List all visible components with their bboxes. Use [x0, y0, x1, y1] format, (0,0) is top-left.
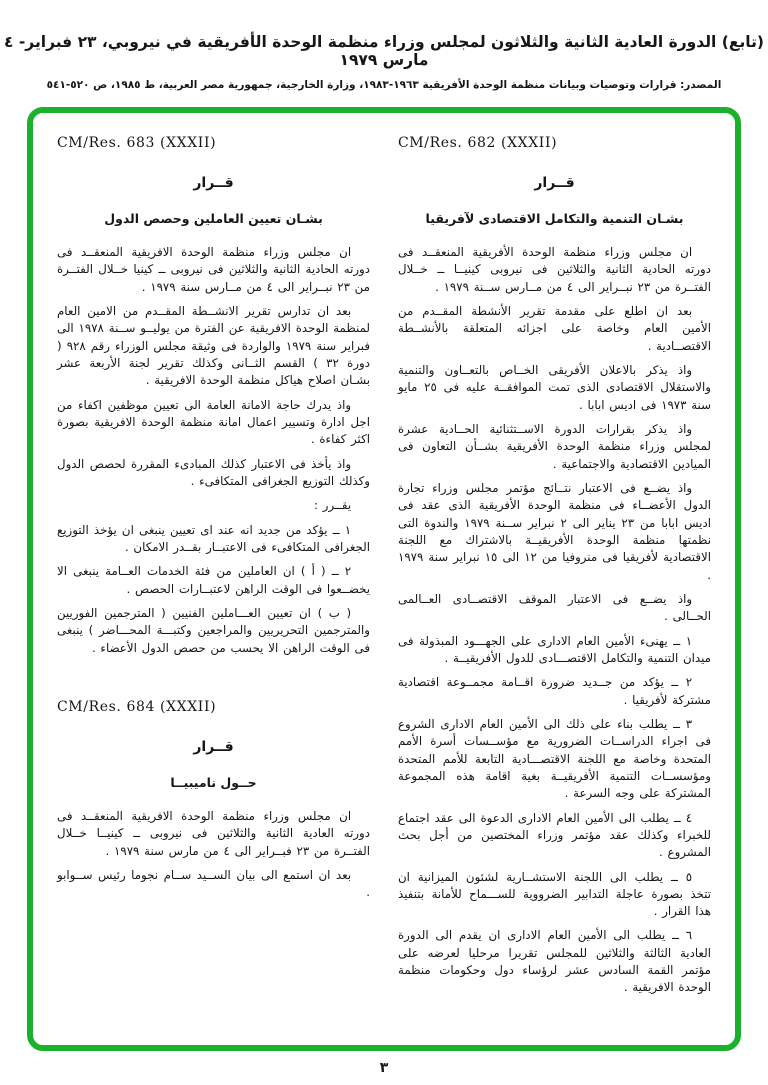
- two-column-layout: [57, 127, 711, 1035]
- paragraph: بعد ان تدارس تقرير الانشــطة المقــدم من الامين العام لمنظمة الوحدة الافريقية عن الفترة من يوليــو ســنة ١٩٧٨ الى فبراير سنة ١٩٧٩ والواردة فى وثيقة مجلس الوزراء رقم ٩٢٨ ( دورة ٣٢ ) القسم الثــانى وكذلك تقرير لجنة الأربعة عشر بشـان اصلاح هياكل منظمة الوحدة الافريقية .: [57, 303, 371, 388]
- paragraph: واذ يأخذ فى الاعتبار كذلك المبادىء المقررة لحصص الدول وكذلك التوزيع الجغرافى المتكافىء .: [57, 456, 370, 488]
- document-title: (تابع) الدورة العادية الثانية والثلاثون لمجلس وزراء منظمة الوحدة الأفريقية في نيروبي، ٢٣ فبراير- ٤ مارس ١٩٧٩: [4, 33, 764, 69]
- content-border-box: [27, 107, 741, 1051]
- resolution-subject-684: حــول ناميبيــا: [170, 774, 257, 790]
- resolution-subject-683: بشـان تعيين العاملين وحصص الدول: [104, 211, 323, 226]
- source-citation: المصدر: قرارات وتوصيات وبيانات منظمة الوحدة الأفريقية ١٩٦٣-١٩٨٣، وزارة الخارجية، جمهورية مصر العربية، ط ١٩٨٥، ص ٥٢٠-٥٤١: [46, 79, 722, 91]
- paragraph: واذ يذكر بقرارات الدورة الاســتثنائية الحــادية عشرة لمجلس وزراء منظمة الوحدة الأفريقية بشــأن التعاون فى الميادين الاقتصادية والاجتماعية .: [398, 421, 711, 471]
- page-header: [0, 0, 768, 91]
- paragraph: بعد ان استمع الى بيان الســيد ســام نجوما رئيس ســوابو .: [57, 867, 370, 900]
- paragraph: ان مجلس وزراء منظمة الوحدة الافريقية المنعقــد فى دورته العادية الثانية والثلاثين فى نيروبى ــ كينيــا خــلال الفتــرة من ٢٣ فبــراير الى ٤ من مارس سنة ١٩٧٩ .: [57, 808, 370, 858]
- paragraph: ٢ ــ ( أ ) ان العاملين من فئة الخدمات العــامة ينبغى الا يخضــعوا فى الوقت الراهن لاعتبــارات الحصص .: [57, 564, 370, 596]
- column-left: [57, 127, 370, 1035]
- paragraph: ٤ ــ يطلب الى الأمين العام الادارى الدعوة الى عقد اجتماع للخبراء وكذلك عقد مؤتمر وزراء المختصين من أجل بحث المشروع .: [398, 810, 711, 860]
- resolution-title-682: قــرار: [534, 175, 575, 191]
- resolution-id-684: CM/Res. 684 (XXXII): [57, 698, 217, 715]
- column-right: [398, 127, 711, 1035]
- paragraph: ( ب ) ان تعيين العـــاملين الفنيين ( المترجمين الفوريين والمترجمين التحريريين والمراجعين وكتبـــة المحـــاضر ) ينبغى فى الوقت الراهن الا يحسب من حصص الدول الأعضاء .: [57, 605, 370, 655]
- page-number: ٣: [379, 1060, 389, 1076]
- resolution-subject-682: بشـان التنمية والتكامل الاقتصادى لآفريقيا: [425, 211, 684, 226]
- paragraph: واذ يدرك حاجة الامانة العامة الى تعيين موظفين اكفاء من اجل ادارة وتسيير اعمال امانة منظمة الوحدة الافريقية بصورة اكثر كفاءة .: [57, 397, 370, 447]
- paragraph: واذ يضــع فى الاعتبار الموقف الاقتصــادى العــالمى الحــالى .: [398, 591, 711, 624]
- paragraph: ان مجلس وزراء منظمة الوحدة الافريقية المنعقــد فى دورته الحادية الثانية والثلاثين فى نيروبى ــ كينيا خــلال الفتــرة من ٢٣ نبــراير الى ٤ من مــارس سنة ١٩٧٩ .: [57, 245, 370, 294]
- resolution-id-683: CM/Res. 683 (XXXII): [57, 135, 217, 151]
- resolution-684-block: [57, 699, 370, 902]
- paragraph: ٥ ــ يطلب الى اللجنة الاستشــارية لشئون الميزانية ان تتخذ بصورة عاجلة التدابير الضرووية للســـماح للأمانة بتنفيذ هذا القرار .: [398, 869, 711, 919]
- resolution-id-682: CM/Res. 682 (XXXII): [398, 135, 558, 151]
- paragraph: ٦ ــ يطلب الى الأمين العام الادارى ان يقدم الى الدورة العادية الثالثة والثلاثين للمجلس تقريرا مرحليا لعرضه على مؤتمر القمة السادس عشر لرؤساء دول وحكومات منظمة الوحدة الافريقية .: [398, 928, 711, 995]
- paragraph: ٢ ــ يؤكد من جــديد ضرورة اقــامة مجمــوعة اقتصادية مشتركة لأفريقيا .: [398, 675, 711, 707]
- paragraph: ان مجلس وزراء منظمة الوحدة الأفريقية المنعقــد فى دورته الحادية الثانية والثلاثين فى نيروبى كينيــا ــ خــلال الفتــرة من ٢٣ نبــراير الى ٤ من مــارس ســنة ١٩٧٩ .: [398, 245, 711, 294]
- resolution-title-683: قــرار: [193, 175, 234, 191]
- paragraph: يقــرر :: [314, 498, 352, 513]
- resolution-title-684: قــرار: [193, 738, 234, 755]
- paragraph: ١ ــ يهنىء الأمين العام الادارى على الجهـــود المبذولة فى ميدان التنمية والتكامل الاقتصـــادى للدول الأفريقيــة .: [398, 633, 711, 665]
- paragraph: واذ يذكر بالاعلان الأفريقى الخــاص بالتعــاون والتنمية والاستقلال الاقتصادى الذى تمت الموافقــة عليه فى ٢٥ مايو سنة ١٩٧٣ فى اديس ابابا .: [398, 362, 712, 412]
- paragraph: ٣ ــ يطلب بناء على ذلك الى الأمين العام الادارى الشروع فى اجراء الدراســات الضرورية مع مؤســسات أسرة الأمم المتحدة وخاصة مع اللجنة الاقتصـــادية التابعة للأمم المتحدة ومؤسســات التنمية الأفريقيــة بغية اقامة هذه المجموعة المشتركة على وجه السرعة .: [398, 716, 711, 801]
- paragraph: ١ ــ يؤكد من جديد انه عند اى تعيين ينبغى ان يؤخذ التوزيع الجغرافى المتكافىء فى الاعتبــار بقــدر الامكان .: [57, 522, 370, 554]
- paragraph: بعد ان اطلع على مقدمة تقرير الأنشطة المقــدم من الأمين العام وخاصة على اجزائه المتعلقة بالأنشــطة الاقتصــادية .: [398, 303, 711, 353]
- paragraph: واذ يضــع فى الاعتبار نتــائج مؤتمر مجلس وزراء تجارة الدول الأعضــاء فى منظمة الوحدة الأفريقية الذى عقد فى اديس ابابا من ٢٣ يناير الى ٢ نبراير ســنة ١٩٧٩ والندوة التى نظمتها منظمة الوحدة الأفريقيــة بالاشتراك مع اللجنة الاقتصادية لأفريقيا فى منروفيا من ١٢ الى ١٥ نبراير سنة ١٩٧٩ .: [398, 480, 711, 582]
